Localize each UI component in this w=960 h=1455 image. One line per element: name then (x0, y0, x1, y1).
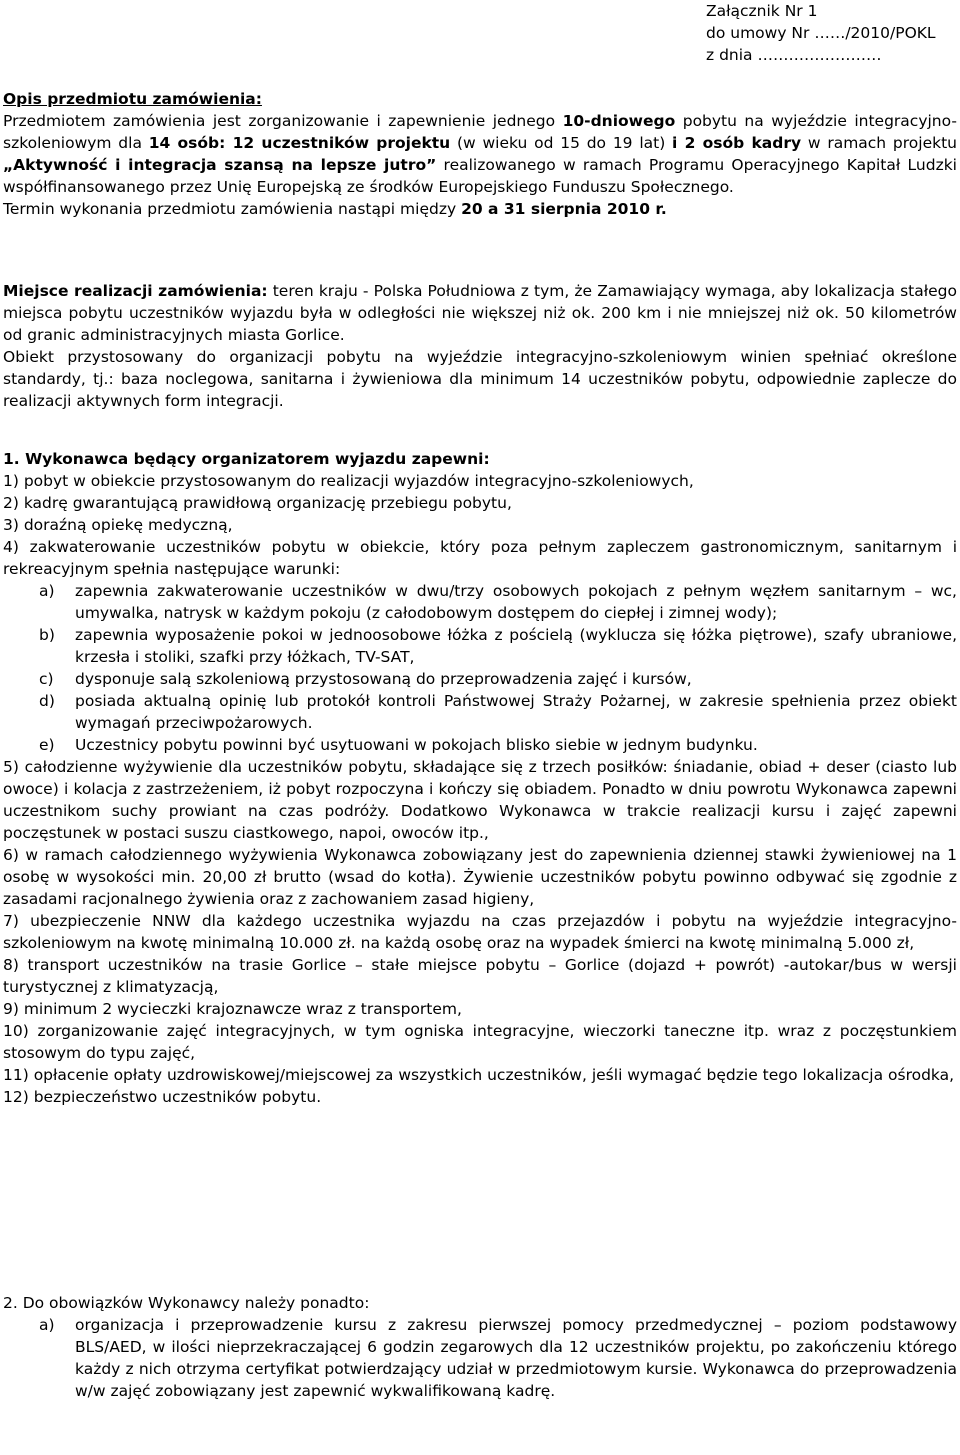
sub-item-text: dysponuje salą szkoleniową przystosowaną do przeprowadzenia zajęć i kursów, (75, 670, 692, 688)
intro-text: pobytu na wyjeździe integracyjno-szkoleniowym dla (3, 112, 957, 152)
sub-item-label: a) (39, 582, 55, 600)
intro-bold: 14 osób: 12 uczestników projektu (148, 134, 451, 152)
sub-item-a (3, 1314, 957, 1402)
sub-item-text: zapewnia wyposażenie pokoi w jednoosobowe łóżka z pościelą (wyklucza się łóżka piętrowe), szafy ubraniowe, krzesła i stoliki, szafki przy łóżkach, TV-SAT, (75, 626, 957, 666)
intro-bold: 10-dniowego (562, 112, 676, 130)
sub-item-text: Uczestnicy pobytu powinni być usytuowani w pokojach blisko siebie w jednym budynku. (75, 736, 758, 754)
list-item: 1) pobyt w obiekcie przystosowanym do realizacji wyjazdów integracyjno-szkoleniowych, (3, 472, 694, 490)
section-2-heading: 2. Do obowiązków Wykonawcy należy ponadto: (3, 1294, 370, 1312)
section-1-heading: 1. Wykonawca będący organizatorem wyjazdu zapewni: (3, 450, 490, 468)
section-1 (3, 448, 957, 1108)
sub-item-label: e) (39, 736, 55, 754)
attachment-header (706, 0, 936, 66)
sub-item-label: b) (39, 626, 55, 644)
intro-paragraph (3, 110, 957, 198)
sub-item-a (3, 580, 957, 624)
place-text: teren kraju - Polska Południowa z tym, że Zamawiający wymaga, aby lokalizacja stałego miejsca pobytu uczestników wyjazdu była w odległości nie większej niż ok. 200 km i nie mniejszej niż ok. 50 kilometrów od granic administracyjnych miasta Gorlice. (3, 282, 957, 344)
list-item: 9) minimum 2 wycieczki krajoznawcze wraz z transportem, (3, 1000, 462, 1018)
place-label: Miejsce realizacji zamówienia: (3, 282, 268, 300)
list-item: 11) opłacenie opłaty uzdrowiskowej/miejscowej za wszystkich uczestników, jeśli wymagać będzie tego lokalizacja ośrodka, (3, 1066, 955, 1084)
list-item: 6) w ramach całodziennego wyżywienia Wykonawca zobowiązany jest do zapewnienia dziennej stawki żywieniowej na 1 osobę w wysokości min. 20,00 zł brutto (wsad do kotła). Żywienie uczestników pobytu powinno odbywać się zgodnie z zasadami racjonalnego żywienia oraz z zachowaniem zasad higieny, (3, 846, 957, 908)
project-name: „Aktywność i integracja szansą na lepsze jutro” (3, 156, 437, 174)
intro-text: w ramach projektu (801, 134, 957, 152)
list-item: 10) zorganizowanie zajęć integracyjnych, w tym ogniska integracyjne, wieczorki taneczne itp. wraz z poczęstunkiem stosowym do typu zajęć, (3, 1022, 957, 1062)
sub-item-label: c) (39, 670, 54, 688)
sub-item-label: d) (39, 692, 55, 710)
sub-item-d (3, 690, 957, 734)
intro-text: (w wieku od 15 do 19 lat) (450, 134, 673, 152)
contract-date: z dnia …………………… (706, 46, 882, 64)
intro-text: Przedmiotem zamówienia jest zorganizowanie i zapewnienie jednego (3, 112, 563, 130)
list-item: 5) całodzienne wyżywienie dla uczestników pobytu, składające się z trzech posiłków: śniadanie, obiad + deser (ciasto lub owoce) i kolacja z zastrzeżeniem, iż pobyt rozpoczyna i kończy się obiadem. Ponadto w dniu powrotu Wykonawca zapewni uczestnikom suchy prowiant na czas podróży. Dodatkowo Wykonawca w trakcie realizacji kursu i zajęć zapewni poczęstunek w postaci suszu ciastkowego, napoi, owoców itp., (3, 758, 957, 842)
list-item: 8) transport uczestników na trasie Gorlice – stałe miejsce pobytu – Gorlice (dojazd + powrót) -autokar/bus w wersji turystycznej z klimatyzacją, (3, 956, 957, 996)
intro-bold: i 2 osób kadry (672, 134, 802, 152)
list-item: 4) zakwaterowanie uczestników pobytu w obiekcie, który poza pełnym zapleczem gastronomicznym, sanitarnym i rekreacyjnym spełnia następujące warunki: (3, 538, 957, 578)
list-item: 12) bezpieczeństwo uczestników pobytu. (3, 1088, 322, 1106)
place-paragraph (3, 280, 957, 346)
sub-item-e (3, 734, 957, 756)
sub-item-text: organizacja i przeprowadzenie kursu z zakresu pierwszej pomocy przedmedycznej – poziom podstawowy BLS/AED, w ilości nieprzekraczającej 6 godzin zegarowych dla 12 uczestników projektu, po zakończeniu którego każdy z nich otrzyma certyfikat potwierdzający udział w przedmiotowym kursie. Wykonawca do przeprowadzenia w/w zajęć zobowiązany jest zapewnić wykwalifikowaną kadrę. (75, 1316, 957, 1400)
attachment-number: Załącznik Nr 1 (706, 2, 818, 20)
list-item: 2) kadrę gwarantującą prawidłową organizację przebiegu pobytu, (3, 494, 512, 512)
list-item: 3) doraźną opiekę medyczną, (3, 516, 233, 534)
intro-block (3, 110, 957, 220)
term-text: Termin wykonania przedmiotu zamówienia nastąpi między (3, 200, 462, 218)
place-block (3, 280, 957, 412)
section-title: Opis przedmiotu zamówienia: (3, 90, 262, 108)
term-paragraph (3, 198, 957, 220)
object-paragraph: Obiekt przystosowany do organizacji pobytu na wyjeździe integracyjno-szkoleniowym winien spełniać określone standardy, tj.: baza noclegowa, sanitarna i żywieniowa dla minimum 14 uczestników pobytu, odpowiednie zaplecze do realizacji aktywnych form integracji. (3, 348, 957, 410)
sub-item-text: zapewnia zakwaterowanie uczestników w dwu/trzy osobowych pokojach z pełnym węzłem sanitarnym – wc, umywalka, natrysk w każdym pokoju (z całodobowym dostępem do ciepłej i zimnej wody); (75, 582, 957, 622)
sub-item-label: a) (39, 1316, 55, 1334)
sub-item-text: posiada aktualną opinię lub protokół kontroli Państwowej Straży Pożarnej, w zakresie spełnienia przez obiekt wymagań przeciwpożarowych. (75, 692, 957, 732)
sub-item-b (3, 624, 957, 668)
term-dates: 20 a 31 sierpnia 2010 r. (461, 200, 667, 218)
sub-item-c (3, 668, 957, 690)
section-2 (3, 1292, 957, 1402)
contract-number: do umowy Nr ……/2010/POKL (706, 24, 936, 42)
list-item: 7) ubezpieczenie NNW dla każdego uczestnika wyjazdu na czas przejazdów i pobytu na wyjeździe integracyjno-szkoleniowym na kwotę minimalną 10.000 zł. na każdą osobę oraz na wypadek śmierci na kwotę minimalną 5.000 zł, (3, 912, 957, 952)
intro-text: realizowanego w ramach Programu Operacyjnego Kapitał Ludzki współfinansowanego przez Unię Europejską ze środków Europejskiego Funduszu Społecznego. (3, 156, 957, 196)
